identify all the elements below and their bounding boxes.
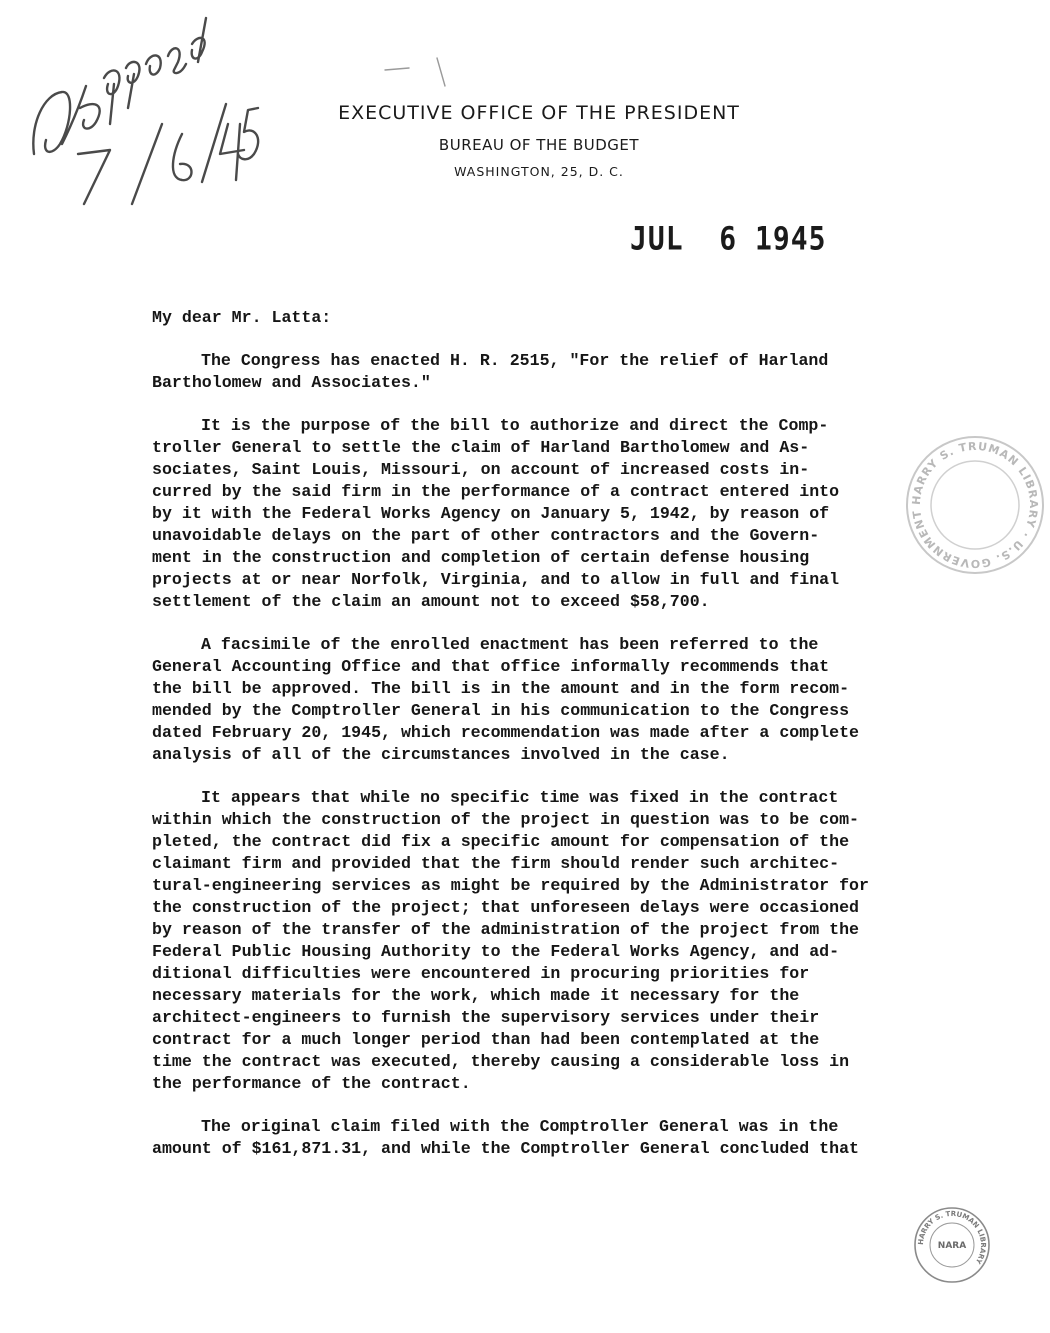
letterhead-address: WASHINGTON, 25, D. C.	[454, 164, 624, 179]
letterhead-title: EXECUTIVE OFFICE OF THE PRESIDENT	[338, 102, 740, 124]
paragraph: It is the purpose of the bill to authorize and direct the Comp- troller General to settle the claim of Harland Bartholomew and As- sociates, Saint Louis, Missouri, on account of increased costs in- curred by the said firm in the performance of a contract entered into by it with the Federal Works Agency on January 5, 1942, by reason of unavoidable delays on the part of other contractors and the Govern- ment in the construction and completion of certain defense housing projects at or near Norfolk, Virginia, and to allow in full and final settlement of the claim an amount not to exceed $58,700.	[152, 416, 840, 611]
svg-text:NARA: NARA	[937, 1241, 967, 1251]
letterhead-bureau: BUREAU OF THE BUDGET	[438, 136, 640, 154]
svg-text:HARRY S. TRUMAN LIBRARY · U.S.: HARRY S. TRUMAN LIBRARY · U.S. GOVERNMENT	[909, 439, 1041, 571]
svg-text:HARRY S. TRUMAN LIBRARY: HARRY S. TRUMAN LIBRARY	[916, 1209, 988, 1266]
paragraph: A facsimile of the enrolled enactment has been referred to the General Accounting Office and that office informally recommends that the bill be approved. The bill is in the amount and in the form recom- mended by the Comptroller General in his communication to the Congress dated February 20, 1945, which recommendation was made after a complete analysis of all of the circumstances involved in the case.	[152, 635, 860, 764]
library-seal	[900, 430, 1050, 580]
letter-body	[152, 307, 912, 1181]
date-stamp: JUL 6 1945	[630, 219, 827, 258]
paragraph: The Congress has enacted H. R. 2515, "For the relief of Harland Bartholomew and Associates."	[152, 351, 829, 392]
salutation: My dear Mr. Latta:	[152, 308, 332, 327]
nara-library-stamp	[912, 1205, 992, 1285]
paragraph: It appears that while no specific time was fixed in the contract within which the construction of the project in question was to be com- pleted, the contract did fix a specific amount for compensation of the claimant firm and provided that the firm should render such architec- tural-engineering services as might be required by the Administrator for the construction of the project; that unforeseen delays were occasioned by reason of the transfer of the administration of the project from the Federal Public Housing Authority to the Federal Works Agency, and ad- ditional difficulties were encountered in procuring priorities for necessary materials for the work, which made it necessary for the architect-engineers to furnish the supervisory services under their contract for a much longer period than had been contemplated at the time the contract was executed, thereby causing a considerable loss in the performance of the contract.	[152, 788, 869, 1093]
pencil-mark	[375, 50, 465, 110]
paragraph: The original claim filed with the Comptroller General was in the amount of $161,871.31, and while the Comptroller General concluded that	[152, 1117, 860, 1158]
